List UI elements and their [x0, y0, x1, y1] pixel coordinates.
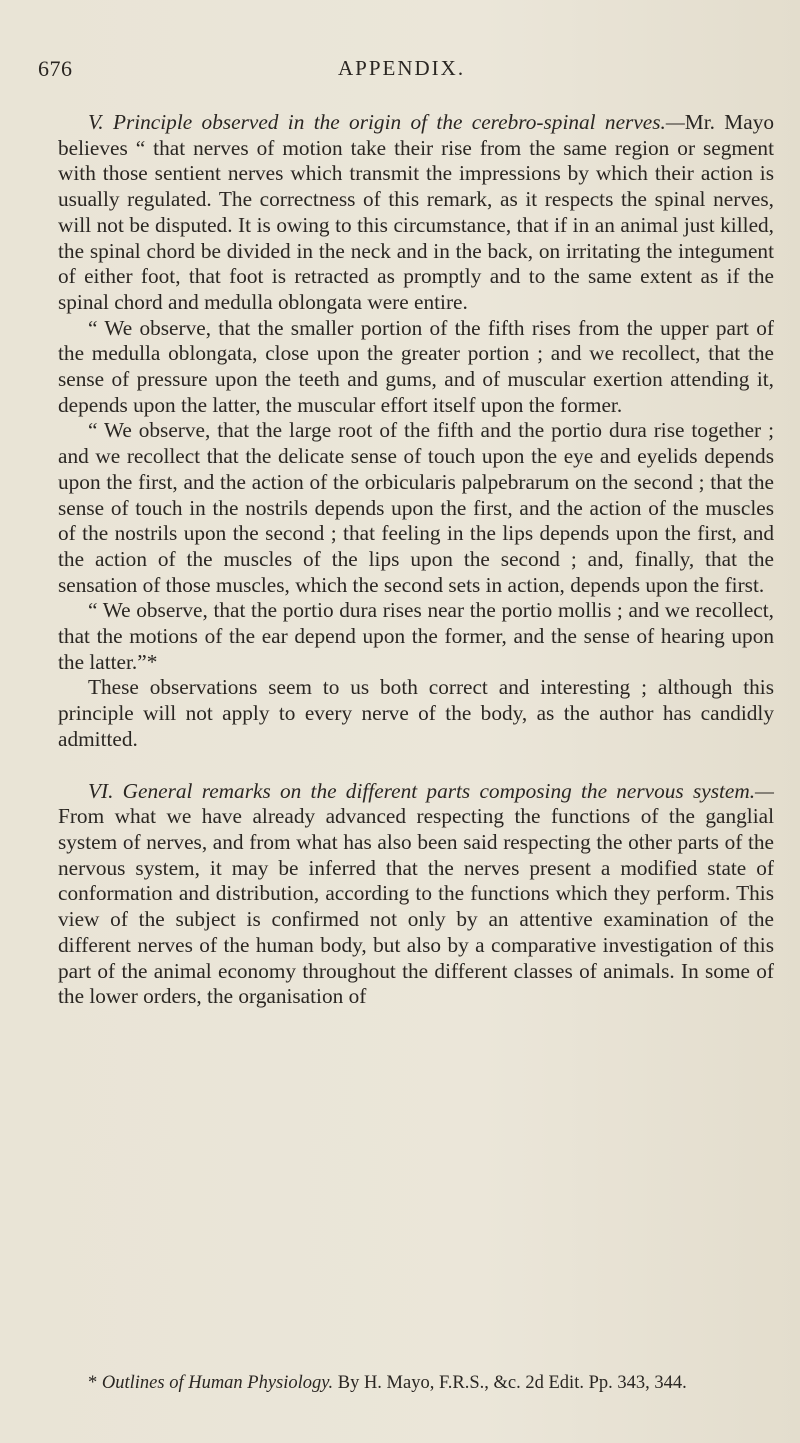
section-v-paragraph [58, 110, 774, 316]
section-v-intro: Mr. Mayo believes “ that nerves of motion take their rise from the same region or segment with those sentient nerves which transmit the impressions by which their action is usually regulated. The correctness of this remark, as it respects the spinal nerves, will not be disputed. It is owing to this circumstance, that if in an animal just killed, the spinal chord be divided in the neck and in the back, on irritating the integument of either foot, that foot is retracted as promptly and to the same extent as if the spinal chord and medulla oblongata were entire. [58, 110, 774, 314]
footnote-title: Outlines of Human Physiology. [101, 1373, 334, 1393]
section-vi-paragraph [58, 779, 774, 1010]
paragraph-quote-portio-mollis: “ We observe, that the portio dura rises near the portio mollis ; and we recollect, that the motions of the ear depend upon the former, and the sense of hearing upon the latter.”* [58, 598, 774, 674]
footnote [58, 1372, 774, 1395]
section-gap [58, 753, 774, 779]
running-head: APPENDIX. [338, 56, 466, 80]
paragraph-quote-fifth-nerve: “ We observe, that the smaller portion of the fifth rises from the upper part of the medulla oblongata, close upon the greater portion ; and we recollect, that the sense of pressure upon the teeth and gums, and of muscular exertion attending it, depends upon the latter, the muscular effort itself upon the former. [58, 315, 774, 417]
page-header [38, 56, 738, 86]
section-v-heading: V. Principle observed in the origin of the cerebro-spinal nerves.— [88, 110, 685, 134]
main-text [58, 110, 774, 1010]
paragraph-commentary: These observations seem to us both correct and interesting ; although this principle will not apply to every nerve of the body, as the author has candidly admitted. [58, 675, 774, 751]
footnote-marker: * [88, 1373, 102, 1393]
page-number: 676 [38, 56, 73, 81]
footnote-text [58, 1372, 774, 1395]
paragraph-quote-portio-dura: “ We observe, that the large root of the fifth and the portio dura rise together ; and we recollect that the delicate sense of touch upon the eye and eyelids depends upon the first, and the action of the orbicularis palpebrarum on the second ; that the sense of touch in the nostrils depends upon the first, and the action of the muscles of the nostrils upon the second ; that feeling in the lips depends upon the first, and the action of the muscles of the lips upon the second ; and, finally, that the sensation of those muscles, which the second sets in action, depends upon the first. [58, 418, 774, 597]
section-vi-text: From what we have already advanced respecting the functions of the ganglial system of nerves, and from what has also been said respecting the other parts of the nervous system, it may be inferred that the nerves present a modified state of conformation and distribution, according to the functions which they perform. This view of the subject is confirmed not only by an attentive examination of the different nerves of the human body, but also by a comparative investigation of this part of the animal economy throughout the different classes of animals. In some of the lower orders, the organisation of [58, 804, 774, 1009]
section-vi-heading: VI. General remarks on the different parts composing the nervous system.— [88, 778, 774, 803]
footnote-citation: By H. Mayo, F.R.S., &c. 2d Edit. Pp. 343, 344. [333, 1373, 687, 1393]
